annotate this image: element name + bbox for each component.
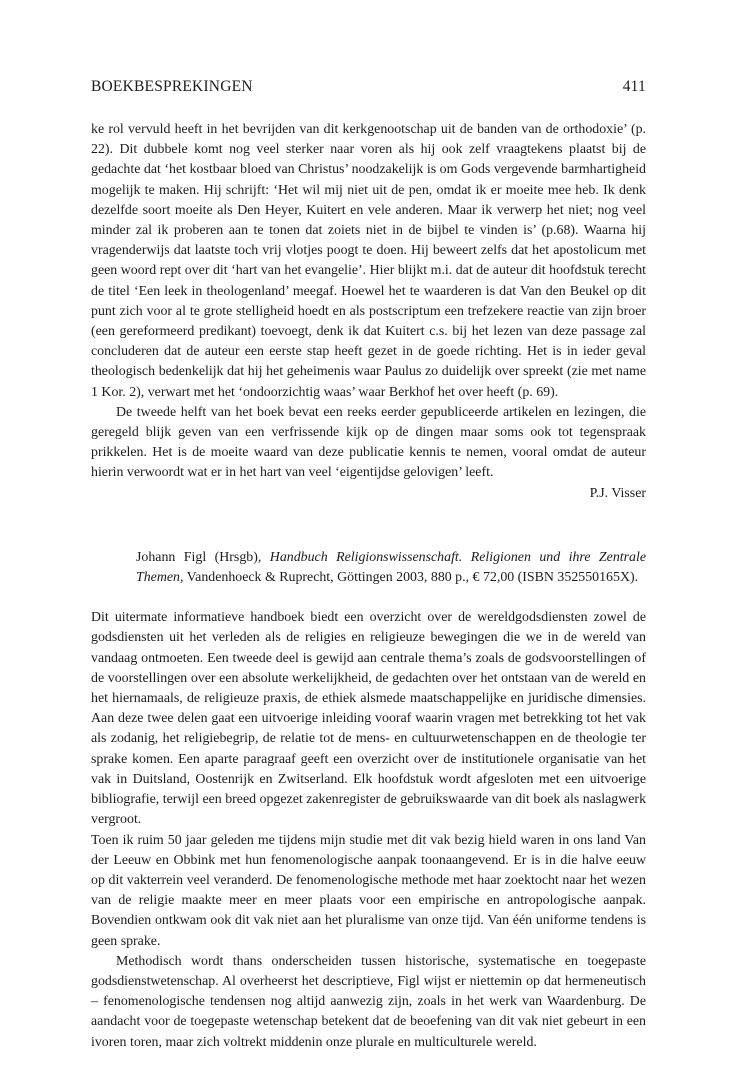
review-2-paragraph: Dit uitermate informatieve handboek biedt een overzicht over de wereldgodsdiensten zowel de godsdiensten uit het verleden als de religies en religieuze bewegingen die we in de wereld van vandaag ontmoeten. Een tweede deel is gewijd aan centrale thema’s zoals de godsvoorstellingen of de voorstellingen over een absolute werkelijkheid, de gedachten over het ontstaan van de wereld en het hiernamaals, de religieuze praxis, de ethiek alsmede maatschappelijke en juridische dimensies. Aan deze twee delen gaat een uitvoerige inleiding vooraf waarin vragen met betrekking tot het vak als zodanig, het religiebegrip, de relatie tot de mens- en cultuurwetenschappen en de theologie ter sprake komen. Een aparte paragraaf geeft een overzicht over de institutionele organisatie van het vak in Duitsland, Oostenrijk en Zwitserland. Elk hoofdstuk wordt afgesloten met een uitvoerige bibliografie, terwijl een breed opgezet zakenregister de gebruikswaarde van dit boek als naslagwerk vergroot. (91, 610, 647, 828)
running-title: BOEKBESPREKINGEN (91, 78, 253, 95)
book-title: Handbuch Religionswissenschaft. Religionen und ihre Zentrale Themen (136, 549, 647, 586)
reviewer-signature: P.J. Visser (589, 485, 646, 501)
book-details: , Vandenhoeck & Ruprecht, Göttingen 2003, 880 p., € 72,00 (ISBN 352550165X). (179, 570, 639, 586)
review-2-paragraph: Methodisch wordt thans onderscheiden tussen historische, systematische en toegepaste godsdienstwetenschap. Al overheerst het descriptieve, Figl wijst er niettemin op dat hermeneutisch – fenomenologische tendensen nog altijd aanwezig zijn, zoals in het werk van Waardenburg. De aandacht voor de toegepaste wetenschap betekent dat de beoefening van dit vak niet gebeurt in een ivoren toren, maar zich voltrekt middenin onze plurale en multiculturele wereld. (91, 953, 646, 1050)
review-1-paragraph: ke rol vervuld heeft in het bevrijden van dit kerkgenootschap uit de banden van de orthodoxie’ (p. 22). Dit dubbele komt nog veel sterker naar voren als hij ook zelf vraagtekens plaatst bij de gedachte dat ‘het kostbaar bloed van Christus’ noodzakelijk is om Gods vergevende barmhartigheid mogelijk te maken. Hij schrijft: ‘Het wil mij niet uit de pen, omdat ik er moeite mee heb. Ik denk dezelfde soort moeite als Den Heyer, Kuitert en vele anderen. Maar ik verwerp het niet; nog veel minder zal ik proberen aan te tonen dat zoiets niet in de bijbel te vinden is’ (p.68). Waarna hij vragenderwijs dat laatste toch vrij vlotjes poogt te doen. Hij beweert zelfs dat het apostolicum met geen woord rept over dit ‘hart van het evangelie’. Hier blijkt m.i. dat de auteur dit hoofdstuk terecht de titel ‘Een leek in theologenland’ meegaf. Hoewel het te waarderen is dat Van den Beukel op dit punt zich voor al te grote stelligheid hoedt en als postscriptum een trefzekere reactie van zijn broer (een gereformeerd predikant) toevoegt, denk ik dat Kuitert c.s. bij het lezen van deze passage zal concluderen dat de auteur een eerste stap heeft gezet in de goede richting. Het is in ieder geval theologisch bedenkelijk dat hij het geheimenis waar Paulus zo duidelijk over spreekt (zie met name 1 Kor. 2), verwart met het ‘ondoorzichtig waas’ waar Berkhof het over heeft (p. 69). (91, 122, 646, 400)
page-number: 411 (622, 78, 646, 95)
book-author: Johann Figl (Hrsgb), (136, 549, 270, 565)
review-2-paragraph: Toen ik ruim 50 jaar geleden me tijdens mijn studie met dit vak bezig hield waren in ons land Van der Leeuw en Obbink met hun fenomenologische aanpak toonaangevend. Er is in die halve eeuw op dit vakterrein veel veranderd. De fenomenologische methode met haar zoektocht naar het wezen van de religie maakte meer en meer plaats voor een empirische en antropologische aanpak. Bovendien ontkwam ook dit vak niet aan het pluralisme van onze tijd. Van één uniforme tendens is geen sprake. (91, 832, 646, 949)
bibliographic-entry (91, 548, 646, 588)
review-1-paragraph: De tweede helft van het boek bevat een reeks eerder gepubliceerde artikelen en lezingen, die geregeld blijk geven van een verfrissende kijk op de dingen maar soms ook tot tegenspraak prikkelen. Het is de moeite waard van deze publicatie kennis te nemen, vooral omdat de auteur hierin verwoordt wat er in het hart van veel ‘eigentijdse gelovigen’ leeft. (91, 404, 646, 481)
page (91, 78, 646, 1053)
running-header (91, 78, 646, 96)
review-2 (91, 608, 646, 1052)
review-1 (91, 120, 646, 504)
